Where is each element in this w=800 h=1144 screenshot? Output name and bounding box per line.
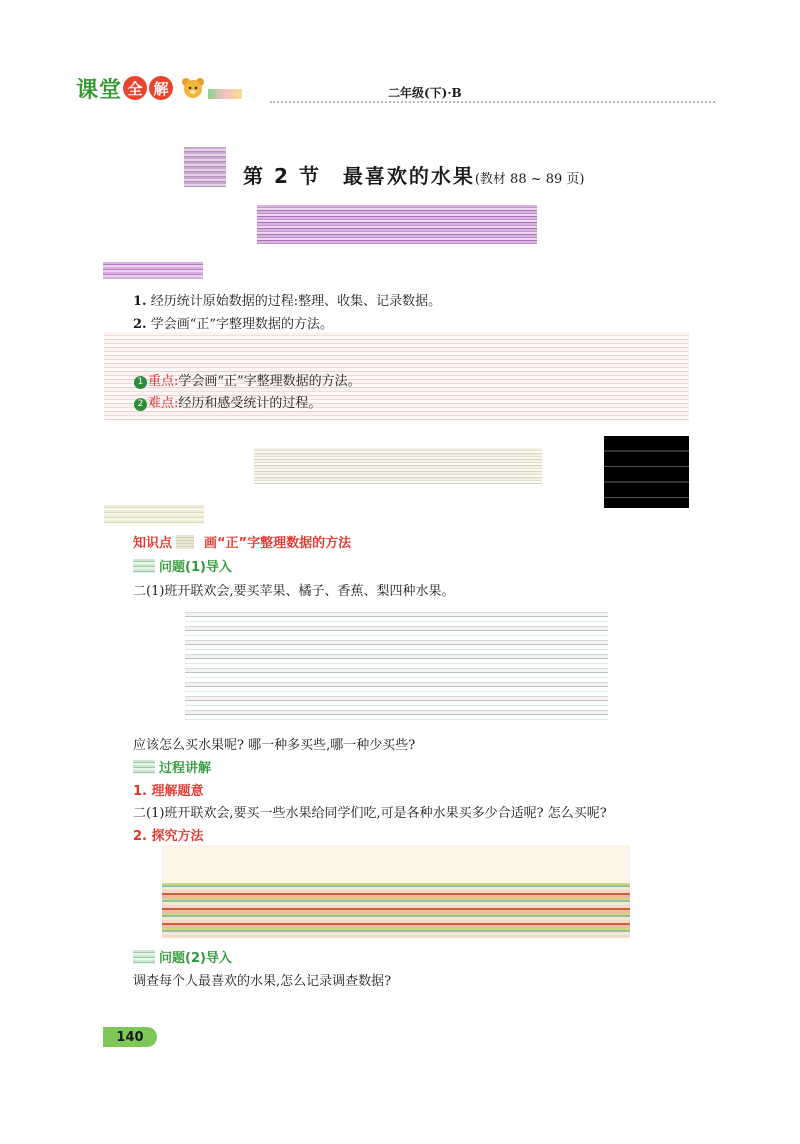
step-2-heading: 2. 探究方法 — [133, 829, 204, 844]
process-heading: 过程讲解 — [133, 757, 211, 776]
question-1-prompt: 应该怎么买水果呢? 哪一种多买些,哪一种少买些? — [133, 738, 416, 753]
question-1-text: 二(1)班开联欢会,要买苹果、橘子、香蕉、梨四种水果。 — [133, 584, 455, 599]
page-number: 140 — [103, 1027, 157, 1047]
knowledge-point-heading: 知识点 画“正”字整理数据的方法 — [133, 536, 352, 551]
textbook-reference: (教材 88 ~ 89 页) — [474, 172, 585, 187]
key-point-item: 2 难点:经历和感受统计的过程。 — [134, 392, 321, 411]
brand-logo — [76, 74, 242, 102]
brand-circle-2: 解 — [149, 76, 173, 100]
step-1-text: 二(1)班开联欢会,要买一些水果给同学们吃,可是各种水果买多少合适呢? 怎么买呢? — [133, 806, 607, 821]
question-2-heading: 问题(2)导入 — [133, 947, 232, 966]
number-2-icon: 2 — [134, 398, 147, 411]
question-tag-icon — [133, 559, 155, 573]
title-decoration — [184, 147, 226, 187]
knowledge-point-icon — [176, 535, 194, 549]
brand-text: 课堂 — [76, 77, 123, 103]
key-point-item: 1 重点:学会画“正”字整理数据的方法。 — [134, 370, 361, 389]
objective-item: 1. 经历统计原始数据的过程:整理、收集、记录数据。 — [133, 294, 442, 309]
grade-label: 二年级(下)·B — [388, 86, 462, 100]
section-title: 第 2 节 最喜欢的水果 — [243, 164, 475, 188]
question-1-heading: 问题(1)导入 — [133, 556, 232, 575]
question-tag-icon — [133, 950, 155, 964]
brand-circle-1: 全 — [123, 76, 147, 100]
number-1-icon: 1 — [134, 376, 147, 389]
bear-mascot-icon — [180, 76, 206, 100]
step-1-heading: 1. 理解题意 — [133, 784, 204, 799]
process-tag-icon — [133, 760, 155, 774]
method-illustration-image — [162, 845, 630, 938]
dark-decorative-image — [604, 436, 689, 508]
decorative-tag-image — [104, 505, 204, 524]
question-2-text: 调查每个人最喜欢的水果,怎么记录调查数据? — [133, 974, 392, 989]
decorative-banner-image — [254, 448, 542, 484]
section-banner-image — [257, 205, 537, 244]
objectives-tag-image — [103, 262, 203, 279]
header-divider — [270, 101, 715, 103]
fruit-illustration-image — [185, 608, 608, 720]
brand-decoration — [208, 89, 242, 99]
page-title — [243, 160, 585, 189]
objective-item: 2. 学会画“正”字整理数据的方法。 — [133, 317, 334, 332]
